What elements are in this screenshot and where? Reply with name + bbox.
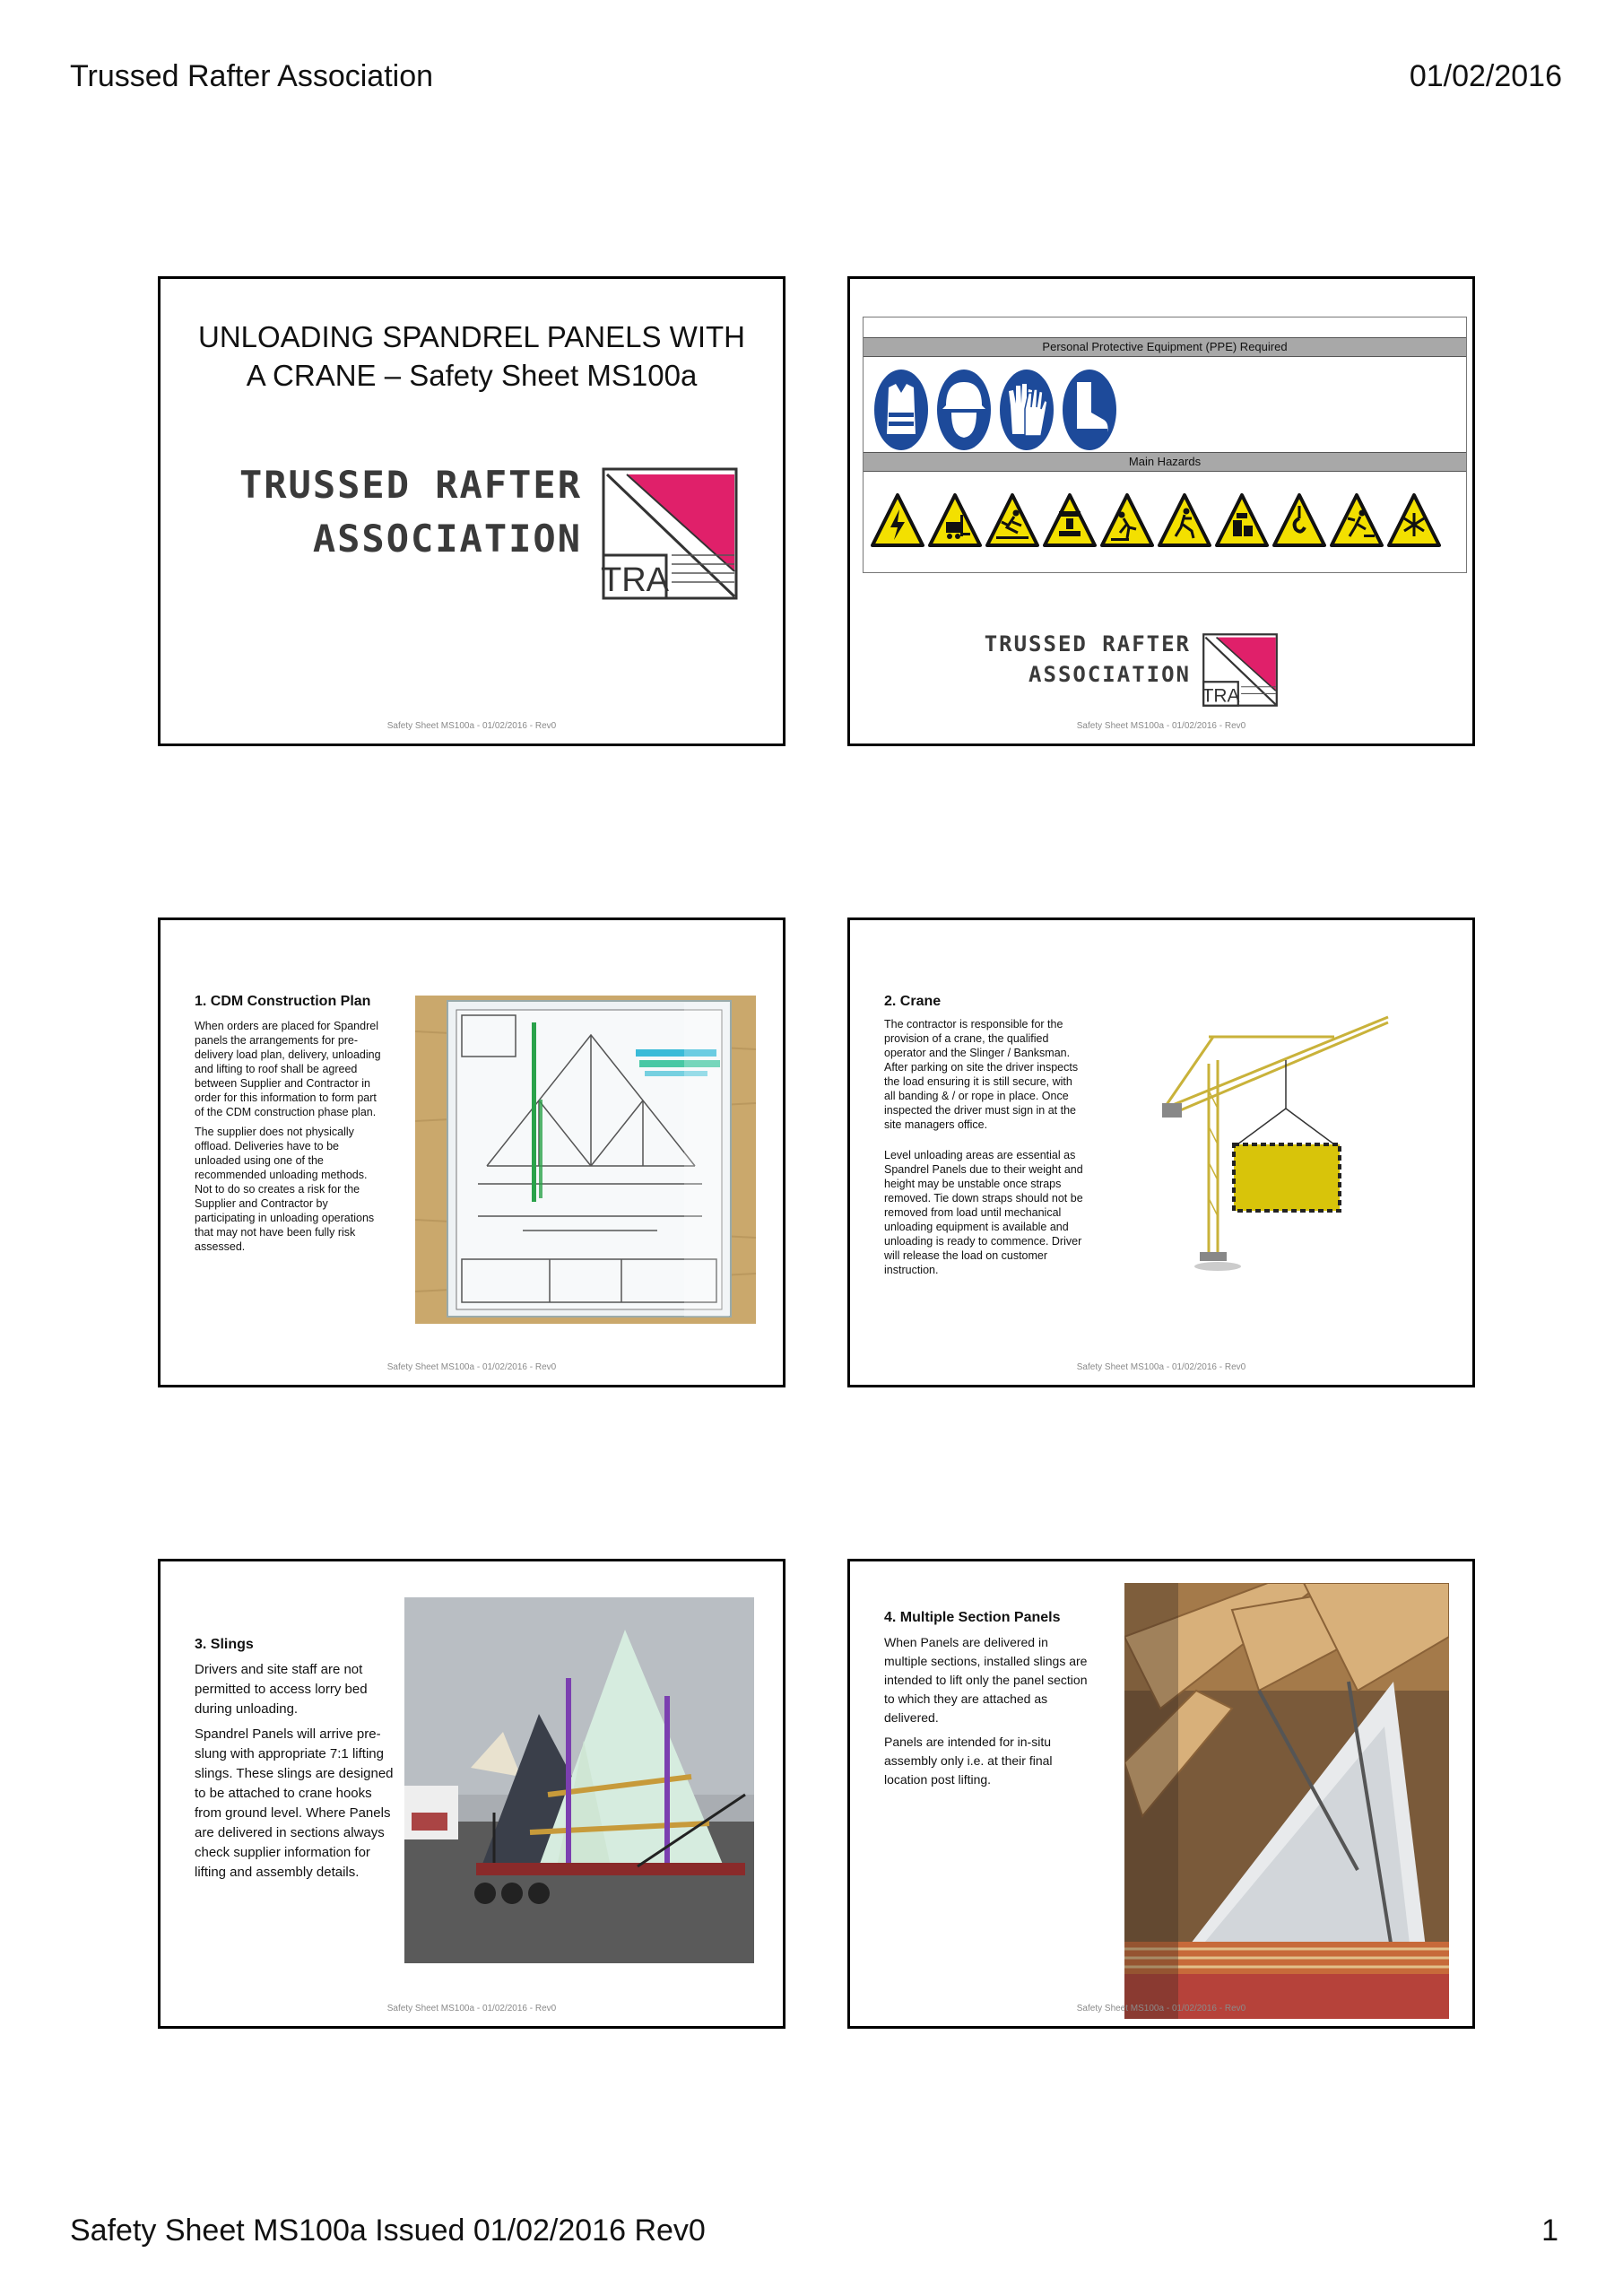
fall-from-height-icon xyxy=(1330,491,1384,549)
logo-line-1: TRUSSED RAFTER xyxy=(984,631,1191,657)
crush-hazard-icon xyxy=(1043,491,1097,549)
section-body xyxy=(195,1660,397,1888)
tra-logo-mark: TRA xyxy=(601,561,669,599)
title-line-2: A CRANE – Safety Sheet MS100a xyxy=(246,358,698,392)
slide-footer: Safety Sheet MS100a - 01/02/2016 - Rev0 xyxy=(386,1362,557,1372)
slide-footer: Safety Sheet MS100a - 01/02/2016 - Rev0 xyxy=(386,2004,557,2013)
page-header-date: 01/02/2016 xyxy=(1409,59,1562,93)
slide-crane xyxy=(847,918,1475,1387)
ppe-heading: Personal Protective Equipment (PPE) Required xyxy=(864,337,1466,357)
page-footer-issue: Safety Sheet MS100a Issued 01/02/2016 Rev0 xyxy=(70,2213,706,2248)
body-paragraph: Level unloading areas are essential as Spandrel Panels due to their weight and height may be unstable once straps removed. Tie down straps should not be removed from load until mechanical unloading equipment is available and unloading is ready to commence. Driver will release the load on customer instruction. xyxy=(884,1149,1083,1276)
hi-vis-vest-icon xyxy=(872,368,930,452)
electricity-hazard-icon xyxy=(871,491,924,549)
section-heading: 3. Slings xyxy=(195,1637,254,1652)
tower-crane-illustration xyxy=(1155,1010,1406,1279)
hard-hat-icon xyxy=(935,368,993,452)
hazard-icon-row xyxy=(871,491,1441,549)
section-heading: 2. Crane xyxy=(884,994,942,1009)
body-paragraph: When Panels are delivered in multiple sections, installed slings are intended to lift only the panel section to which they are attached as delivered. xyxy=(884,1635,1088,1725)
logo-line-2: ASSOCIATION xyxy=(1028,662,1191,687)
tra-logo-icon xyxy=(600,465,740,602)
section-heading: 1. CDM Construction Plan xyxy=(195,994,371,1009)
load-hazard-icon xyxy=(1215,491,1269,549)
hazards-heading: Main Hazards xyxy=(864,452,1466,472)
body-paragraph: The supplier does not physically offload. Deliveries have to be unloaded using one of the recommended unloading methods. Not to do so creates a risk for the Supplier and Contractor by participating in unloading operations that may not have been fully risk assessed. xyxy=(195,1126,375,1253)
page-number: 1 xyxy=(1541,2213,1558,2248)
slung-panels-lorry-photo xyxy=(404,1597,754,1963)
section-body xyxy=(884,1017,1083,1283)
forklift-hazard-icon xyxy=(928,491,982,549)
logo-line-1: TRUSSED RAFTER xyxy=(239,463,582,507)
construction-plan-photo xyxy=(415,996,756,1324)
cold-hazard-icon xyxy=(1387,491,1441,549)
section-body xyxy=(884,1633,1092,1795)
body-paragraph: Drivers and site staff are not permitted to access lorry bed during unloading. xyxy=(195,1662,368,1717)
section-body xyxy=(195,1019,386,1259)
trip-hazard-icon xyxy=(1158,491,1211,549)
slide-ppe-hazards xyxy=(847,276,1475,746)
body-paragraph: Spandrel Panels will arrive pre-slung with appropriate 7:1 lifting slings. These slings are designed to be attached to crane hooks from ground level. Where Panels are delivered in sections always check supplier information for lifting and assembly details. xyxy=(195,1726,394,1880)
gloves-icon xyxy=(998,368,1055,452)
tra-logo-text-small xyxy=(958,629,1191,690)
slide-footer: Safety Sheet MS100a - 01/02/2016 - Rev0 xyxy=(1076,721,1246,731)
tra-logo-text xyxy=(205,458,582,566)
fall-hazard-icon xyxy=(1100,491,1154,549)
section-heading: 4. Multiple Section Panels xyxy=(884,1610,1061,1625)
ppe-icon-row xyxy=(872,368,1118,452)
safety-boots-icon xyxy=(1061,368,1118,452)
body-paragraph: When orders are placed for Spandrel panels the arrangements for pre-delivery load plan, delivery, unloading and lifting to roof shall be agreed between Supplier and Contractor in order for this information to form part of the CDM construction phase plan. xyxy=(195,1020,381,1118)
body-paragraph: Panels are intended for in-situ assembly only i.e. at their final location post lifting. xyxy=(884,1735,1053,1787)
slide-footer: Safety Sheet MS100a - 01/02/2016 - Rev0 xyxy=(1076,1362,1246,1372)
body-paragraph: The contractor is responsible for the provision of a crane, the qualified operator and the Slinger / Banksman. After parking on site the driver inspects the load ensuring it is still secure, with all banding & / or rope in place. Once inspected the driver must sign in at the site managers office. xyxy=(884,1018,1079,1131)
slip-hazard-icon xyxy=(985,491,1039,549)
tra-logo-icon-small xyxy=(1202,632,1279,708)
slide-title-heading xyxy=(161,318,783,396)
slide-footer: Safety Sheet MS100a - 01/02/2016 - Rev0 xyxy=(386,721,557,731)
tra-logo-mark: TRA xyxy=(1202,685,1240,707)
multi-section-panels-photo xyxy=(1124,1583,1449,2019)
slide-footer: Safety Sheet MS100a - 01/02/2016 - Rev0 xyxy=(1076,2004,1246,2013)
slide-cdm-plan xyxy=(158,918,785,1387)
title-line-1: UNLOADING SPANDREL PANELS WITH xyxy=(197,320,745,353)
slide-multiple-sections xyxy=(847,1559,1475,2029)
logo-line-2: ASSOCIATION xyxy=(312,517,582,561)
slide-slings xyxy=(158,1559,785,2029)
ppe-hazards-panel xyxy=(863,317,1467,573)
page-header-title: Trussed Rafter Association xyxy=(70,59,434,93)
slide-title xyxy=(158,276,785,746)
overhead-load-icon xyxy=(1272,491,1326,549)
